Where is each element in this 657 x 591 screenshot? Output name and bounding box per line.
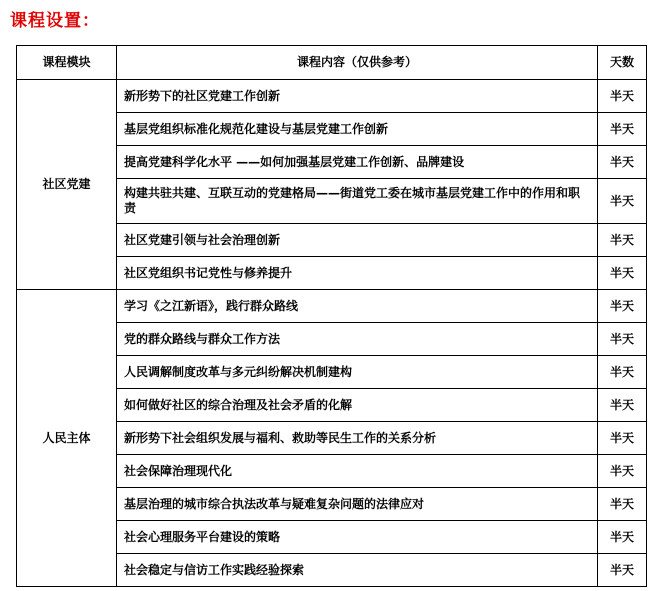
course-content-cell: 社会保障治理现代化 (117, 455, 598, 488)
course-content-cell: 社会稳定与信访工作实践经验探索 (117, 554, 598, 587)
days-cell: 半天 (598, 389, 647, 422)
header-module: 课程模块 (17, 46, 117, 80)
table-row (17, 80, 647, 113)
module-cell-people-centered: 人民主体 (17, 290, 117, 587)
course-content-cell: 社区党建引领与社会治理创新 (117, 224, 598, 257)
days-cell: 半天 (598, 554, 647, 587)
days-cell: 半天 (598, 422, 647, 455)
table-row (17, 290, 647, 323)
page-title: 课程设置： (10, 11, 100, 31)
header-content: 课程内容（仅供参考） (117, 46, 598, 80)
days-cell: 半天 (598, 323, 647, 356)
course-content-cell: 社会心理服务平台建设的策略 (117, 521, 598, 554)
days-cell: 半天 (598, 113, 647, 146)
days-cell: 半天 (598, 521, 647, 554)
days-cell: 半天 (598, 257, 647, 290)
days-cell: 半天 (598, 455, 647, 488)
days-cell: 半天 (598, 224, 647, 257)
days-cell: 半天 (598, 80, 647, 113)
course-content-cell: 人民调解制度改革与多元纠纷解决机制建构 (117, 356, 598, 389)
course-content-cell: 基层党组织标准化规范化建设与基层党建工作创新 (117, 113, 598, 146)
course-content-cell: 构建共驻共建、互联互动的党建格局——街道党工委在城市基层党建工作中的作用和职责 (117, 179, 598, 224)
course-content-cell: 学习《之江新语》，践行群众路线 (117, 290, 598, 323)
course-content-cell: 如何做好社区的综合治理及社会矛盾的化解 (117, 389, 598, 422)
course-content-cell: 新形势下社会组织发展与福利、救助等民生工作的关系分析 (117, 422, 598, 455)
course-table (16, 45, 647, 587)
days-cell: 半天 (598, 179, 647, 224)
course-content-cell: 新形势下的社区党建工作创新 (117, 80, 598, 113)
course-content-cell: 提高党建科学化水平 ——如何加强基层党建工作创新、品牌建设 (117, 146, 598, 179)
header-days: 天数 (598, 46, 647, 80)
course-content-cell: 基层治理的城市综合执法改革与疑难复杂问题的法律应对 (117, 488, 598, 521)
days-cell: 半天 (598, 488, 647, 521)
days-cell: 半天 (598, 146, 647, 179)
course-content-cell: 党的群众路线与群众工作方法 (117, 323, 598, 356)
table-header-row (17, 46, 647, 80)
module-cell-community-party-building: 社区党建 (17, 80, 117, 290)
days-cell: 半天 (598, 356, 647, 389)
course-content-cell: 社区党组织书记党性与修养提升 (117, 257, 598, 290)
days-cell: 半天 (598, 290, 647, 323)
